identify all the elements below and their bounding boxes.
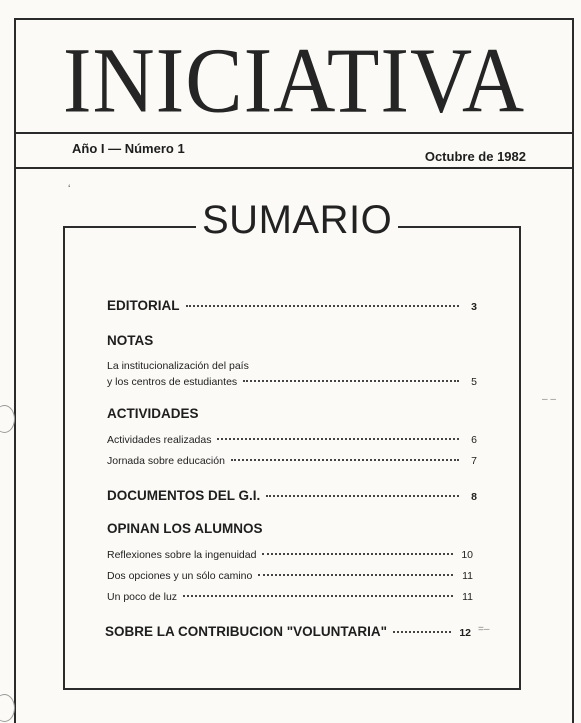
toc-section-opinan: OPINAN LOS ALUMNOS <box>107 521 263 536</box>
masthead-title: INICIATIVA <box>62 28 526 132</box>
toc-entry-editorial[interactable] <box>107 298 477 313</box>
leader-dots <box>266 495 459 497</box>
toc-page: 8 <box>471 491 477 503</box>
issue-date: Octubre de 1982 <box>424 149 526 164</box>
toc-page: 3 <box>471 301 477 313</box>
toc-label: Un poco de luz <box>107 591 178 603</box>
toc-page: 10 <box>461 549 473 561</box>
toc-label: y los centros de estudiantes <box>107 376 238 388</box>
toc-entry-un-poco-de-luz[interactable] <box>107 591 473 603</box>
leader-dots <box>262 553 453 555</box>
masthead-rule-top <box>14 132 574 134</box>
toc-entry-documentos[interactable] <box>107 488 477 503</box>
leader-dots <box>243 380 459 382</box>
toc-label: Jornada sobre educación <box>107 455 225 467</box>
toc-page: 7 <box>471 455 477 467</box>
toc-entry-reflexiones[interactable] <box>107 549 473 561</box>
leader-dots <box>393 631 451 633</box>
issue-number: Año I — Número 1 <box>72 141 185 156</box>
toc-page: 11 <box>462 591 473 603</box>
toc-page: 11 <box>462 570 473 582</box>
toc-entry-contribucion[interactable] <box>105 624 471 639</box>
toc-label: DOCUMENTOS DEL G.I. <box>107 488 261 503</box>
toc-entry-institucionalizacion[interactable] <box>107 376 477 388</box>
leader-dots <box>186 305 459 307</box>
sumario-title: SUMARIO <box>196 198 398 243</box>
toc-label: SOBRE LA CONTRIBUCION "VOLUNTARIA" <box>105 624 388 639</box>
toc-page: 12 <box>459 627 471 639</box>
scan-speck: – – <box>542 394 556 405</box>
toc-label-line1: La institucionalización del país <box>107 360 249 372</box>
toc-section-actividades: ACTIVIDADES <box>107 406 199 421</box>
scan-speck: =– <box>478 624 490 635</box>
toc-entry-dos-opciones[interactable] <box>107 570 473 582</box>
stray-mark: ‘ <box>68 183 71 195</box>
toc-entry-actividades-realizadas[interactable] <box>107 434 477 446</box>
leader-dots <box>231 459 459 461</box>
toc-label: Reflexiones sobre la ingenuidad <box>107 549 257 561</box>
toc-page: 6 <box>471 434 477 446</box>
toc-label: EDITORIAL <box>107 298 180 313</box>
punch-hole-upper <box>0 405 15 433</box>
punch-hole-lower <box>0 694 15 722</box>
toc-label: Actividades realizadas <box>107 434 212 446</box>
toc-entry-jornada[interactable] <box>107 455 477 467</box>
masthead-rule-bottom <box>14 167 574 169</box>
leader-dots <box>183 595 453 597</box>
masthead <box>14 20 574 132</box>
toc-section-notas: NOTAS <box>107 333 154 348</box>
toc-page: 5 <box>471 376 477 388</box>
leader-dots <box>217 438 459 440</box>
toc-label: Dos opciones y un sólo camino <box>107 570 253 582</box>
leader-dots <box>258 574 453 576</box>
